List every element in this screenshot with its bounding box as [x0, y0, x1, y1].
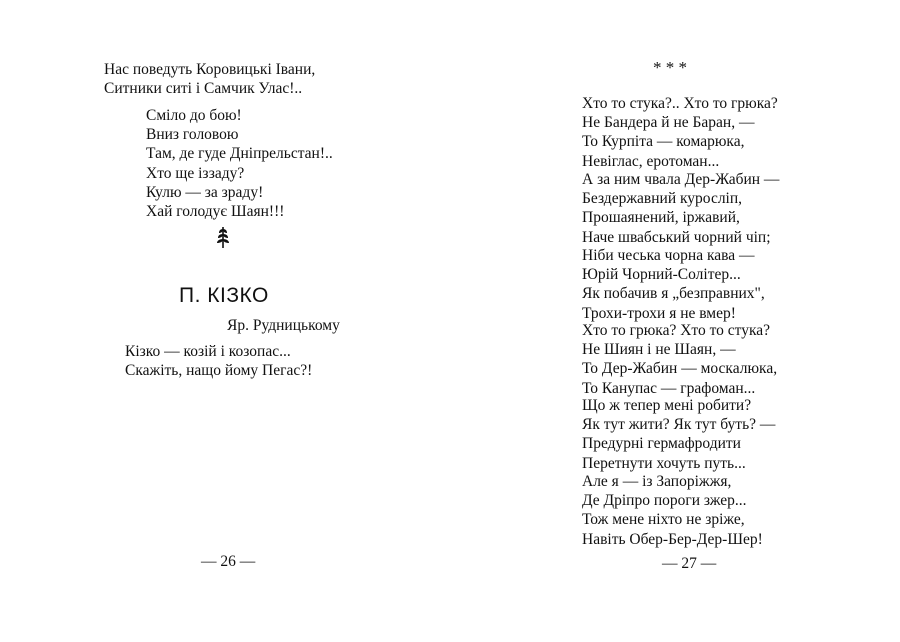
verse-line: Хто ще іззаду?	[146, 164, 245, 182]
page-number: — 26 —	[201, 553, 256, 570]
verse-line: Трохи-трохи я не вмер!	[582, 304, 736, 322]
right-page	[450, 0, 900, 642]
stanza-r1	[582, 94, 778, 171]
verse-line: Скажіть, нащо йому Пегас?!	[125, 362, 313, 380]
verse-line: Ніби чеська чорна кава —	[582, 247, 755, 264]
verse-line: А за ним чвала Дер-Жабин —	[582, 171, 780, 188]
stanza-2	[146, 106, 333, 221]
stanza-r3	[582, 246, 765, 323]
stanza-3	[125, 342, 312, 380]
verse-line: Де Дріпро пороги зжер...	[582, 492, 747, 510]
verse-line: Бездержавний куросліп,	[582, 190, 743, 208]
stanza-1	[104, 60, 315, 98]
verse-line: Навіть Обер-Бер-Дер-Шер!	[582, 530, 763, 548]
stanza-r5	[582, 396, 775, 473]
dedication	[227, 316, 340, 335]
verse-line: Кулю — за зраду!	[146, 183, 264, 201]
verse-line: Вниз головою	[146, 126, 239, 144]
verse-line: Наче швабський чорний чіп;	[582, 228, 771, 246]
verse-line: Хто то стука?.. Хто то грюка?	[582, 95, 778, 112]
stanza-r2	[582, 170, 779, 247]
verse-line: Кізко — козій і козопас...	[125, 343, 291, 360]
leaf-sprig-icon	[213, 225, 233, 249]
verse-line: Хто то грюка? Хто то стука?	[582, 322, 771, 339]
verse-line: Юрій Чорний-Солітер...	[582, 266, 741, 284]
verse-line: Але я — із Запоріжжя,	[582, 473, 732, 490]
verse-line: Предурні гермафродити	[582, 435, 741, 453]
verse-line: Як побачив я „безправних",	[582, 285, 765, 303]
verse-line: То Курпіта — комарюка,	[582, 133, 745, 151]
stanza-separator: * * *	[653, 58, 687, 77]
verse-line: Як тут жити? Як тут буть? —	[582, 416, 776, 434]
verse-line: Прошаянений, іржавий,	[582, 209, 740, 227]
verse-line: Перетнути хочуть путь...	[582, 454, 746, 472]
verse-line: То Дер-Жабин — москалюка,	[582, 360, 778, 378]
verse-line: Що ж тепер мені робити?	[582, 397, 752, 414]
dedication-text: Яр. Рудницькому	[227, 317, 340, 334]
stanza-r6	[582, 472, 763, 549]
verse-line: Там, де гуде Дніпрельстан!..	[146, 145, 333, 163]
verse-line: Тож мене ніхто не зріже,	[582, 511, 745, 529]
page-number: — 27 —	[662, 555, 717, 572]
verse-line: Ситники ситі і Самчик Улас!..	[104, 80, 303, 98]
verse-line: Сміло до бою!	[146, 107, 242, 124]
stanza-r4	[582, 321, 777, 398]
poem-title: П. КІЗКО	[179, 284, 269, 307]
verse-line: Не Шиян і не Шаян, —	[582, 341, 736, 359]
verse-line: То Канупас — графоман...	[582, 379, 756, 397]
verse-line: Не Бандера й не Баран, —	[582, 114, 755, 132]
verse-line: Хай голодує Шаян!!!	[146, 203, 285, 221]
verse-line: Невіглас, еротоман...	[582, 152, 720, 170]
verse-line: Нас поведуть Коровицькі Івани,	[104, 61, 316, 78]
